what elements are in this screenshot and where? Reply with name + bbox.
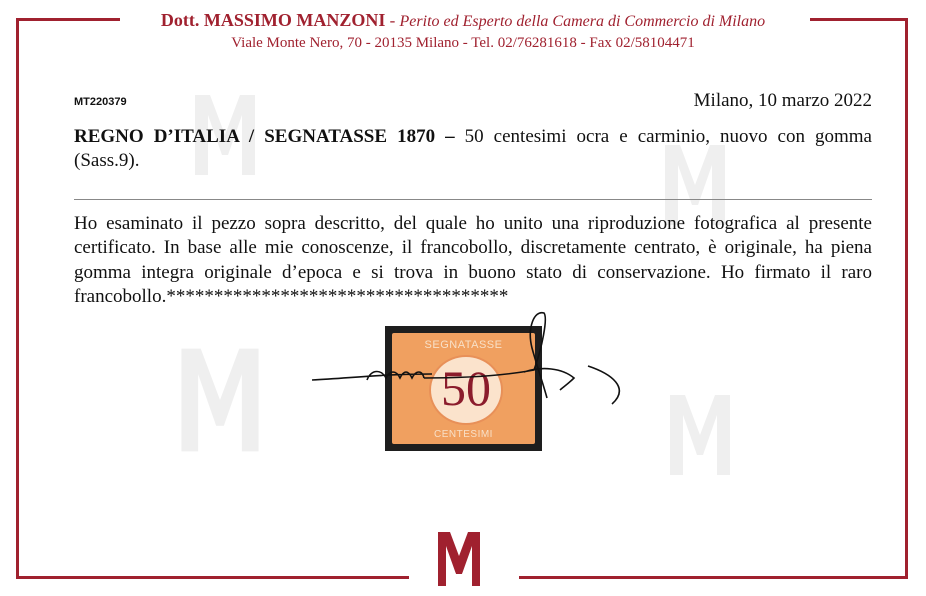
description-detail: 50 centesimi ocra e carminio, nuovo con gomma (Sass.9). xyxy=(74,126,872,172)
header-address: Viale Monte Nero, 70 - 20135 Milano - Tel. 02/76281618 - Fax 02/58104471 xyxy=(231,35,695,51)
description-title: REGNO D’ITALIA / SEGNATASSE 1870 – xyxy=(74,126,455,147)
expert-signature xyxy=(312,308,642,418)
header-separator: - xyxy=(385,11,400,30)
stamp-top-label: SEGNATASSE xyxy=(424,339,503,351)
certificate-body: Ho esaminato il pezzo sopra descritto, del quale ho unito una riproduzione fotografica al presente certificato. In base alle mie conoscenze, il francobollo, discretamente centrato, è originale, ha piena gomma integra originale d’epoca e si trova in buono stato di conservazione. Ho firmato il raro francobollo.************************************ xyxy=(74,213,872,307)
certificate-number: MT220379 xyxy=(74,96,127,108)
stamp-bottom-label: CENTESIMI xyxy=(434,429,493,440)
stamp-description xyxy=(74,125,872,174)
expert-role: Perito ed Esperto della Camera di Commercio di Milano xyxy=(399,13,766,30)
header-title xyxy=(0,10,926,31)
watermark-monogram xyxy=(665,390,735,480)
stamp-value: 50 xyxy=(441,360,491,416)
expert-name: Dott. MASSIMO MANZONI xyxy=(160,10,386,30)
monogram-logo xyxy=(436,530,482,588)
divider xyxy=(74,199,872,200)
watermark-monogram xyxy=(175,330,265,470)
certificate-date: Milano, 10 marzo 2022 xyxy=(693,90,872,111)
